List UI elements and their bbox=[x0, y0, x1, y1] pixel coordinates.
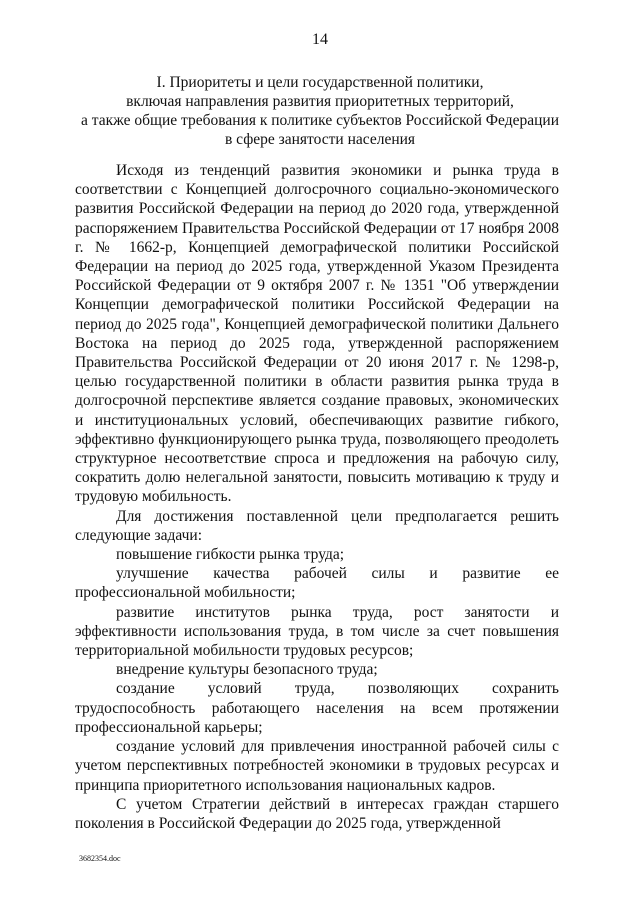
page-number: 14 bbox=[312, 31, 328, 48]
body-paragraph-continuation: С учетом Стратегии действий в интересах граждан старшего поколения в Российской Федерации до 2025 года, утвержденной bbox=[75, 795, 559, 832]
task-item: внедрение культуры безопасного труда; bbox=[116, 661, 378, 679]
body-paragraph-goals: Для достижения поставленной цели предполагается решить следующие задачи: bbox=[75, 507, 559, 544]
task-item: создание условий для привлечения иностранной рабочей силы с учетом перспективных потребностей экономики в трудовых ресурсах и принципа приоритетного использования национальных кадров. bbox=[75, 738, 559, 794]
section-heading-line: включая направления развития приоритетных территорий, bbox=[126, 93, 514, 110]
section-heading bbox=[70, 73, 570, 149]
section-heading-line: в сфере занятости населения bbox=[224, 131, 416, 148]
section-heading-line: а также общие требования к политике субъектов Российской Федерации bbox=[81, 112, 559, 129]
document-filename: 3682354.doc bbox=[79, 854, 121, 863]
task-item: повышение гибкости рынка труда; bbox=[116, 546, 345, 564]
task-item: улучшение качества рабочей силы и развитие ее профессиональной мобильности; bbox=[75, 565, 559, 602]
task-item: создание условий труда, позволяющих сохранить трудоспособность работающего населения на всем протяжении профессиональной карьеры; bbox=[75, 680, 559, 736]
task-item: развитие институтов рынка труда, рост занятости и эффективности использования труда, в том числе за счет повышения территориальной мобильности трудовых ресурсов; bbox=[75, 603, 559, 660]
section-heading-line: I. Приоритеты и цели государственной политики, bbox=[156, 74, 484, 91]
body-paragraph-intro: Исходя из тенденций развития экономики и рынка труда в соответствии с Концепцией долгосрочного социально-экономического развития Российской Федерации на период до 2020 года, утвержденной распоряжением Правительства Российской Федерации от 17 ноября 2008 г. № 1662-р, Концепцией демографической политики Российской Федерации на период до 2025 года, утвержденной Указом Президента Российской Федерации от 9 октября 2007 г. № 1351 "Об утверждении Концепции демографической политики Российской Федерации на период до 2025 года", Концепцией демографической политики Дальнего Востока на период до 2025 года, утвержденной распоряжением Правительства Российской Федерации от 20 июня 2017 г. № 1298-р, целью государственной политики в области развития рынка труда в долгосрочной перспективе является создание правовых, экономических и институциональных условий, обеспечивающих развитие гибкого, эффективно функционирующего рынка труда, позволяющего преодолеть структурное несоответствие спроса и предложения на рабочую силу, сократить долю нелегальной занятости, повысить мотивацию к труду и трудовую мобильность. bbox=[75, 162, 559, 506]
document-body bbox=[75, 161, 559, 833]
